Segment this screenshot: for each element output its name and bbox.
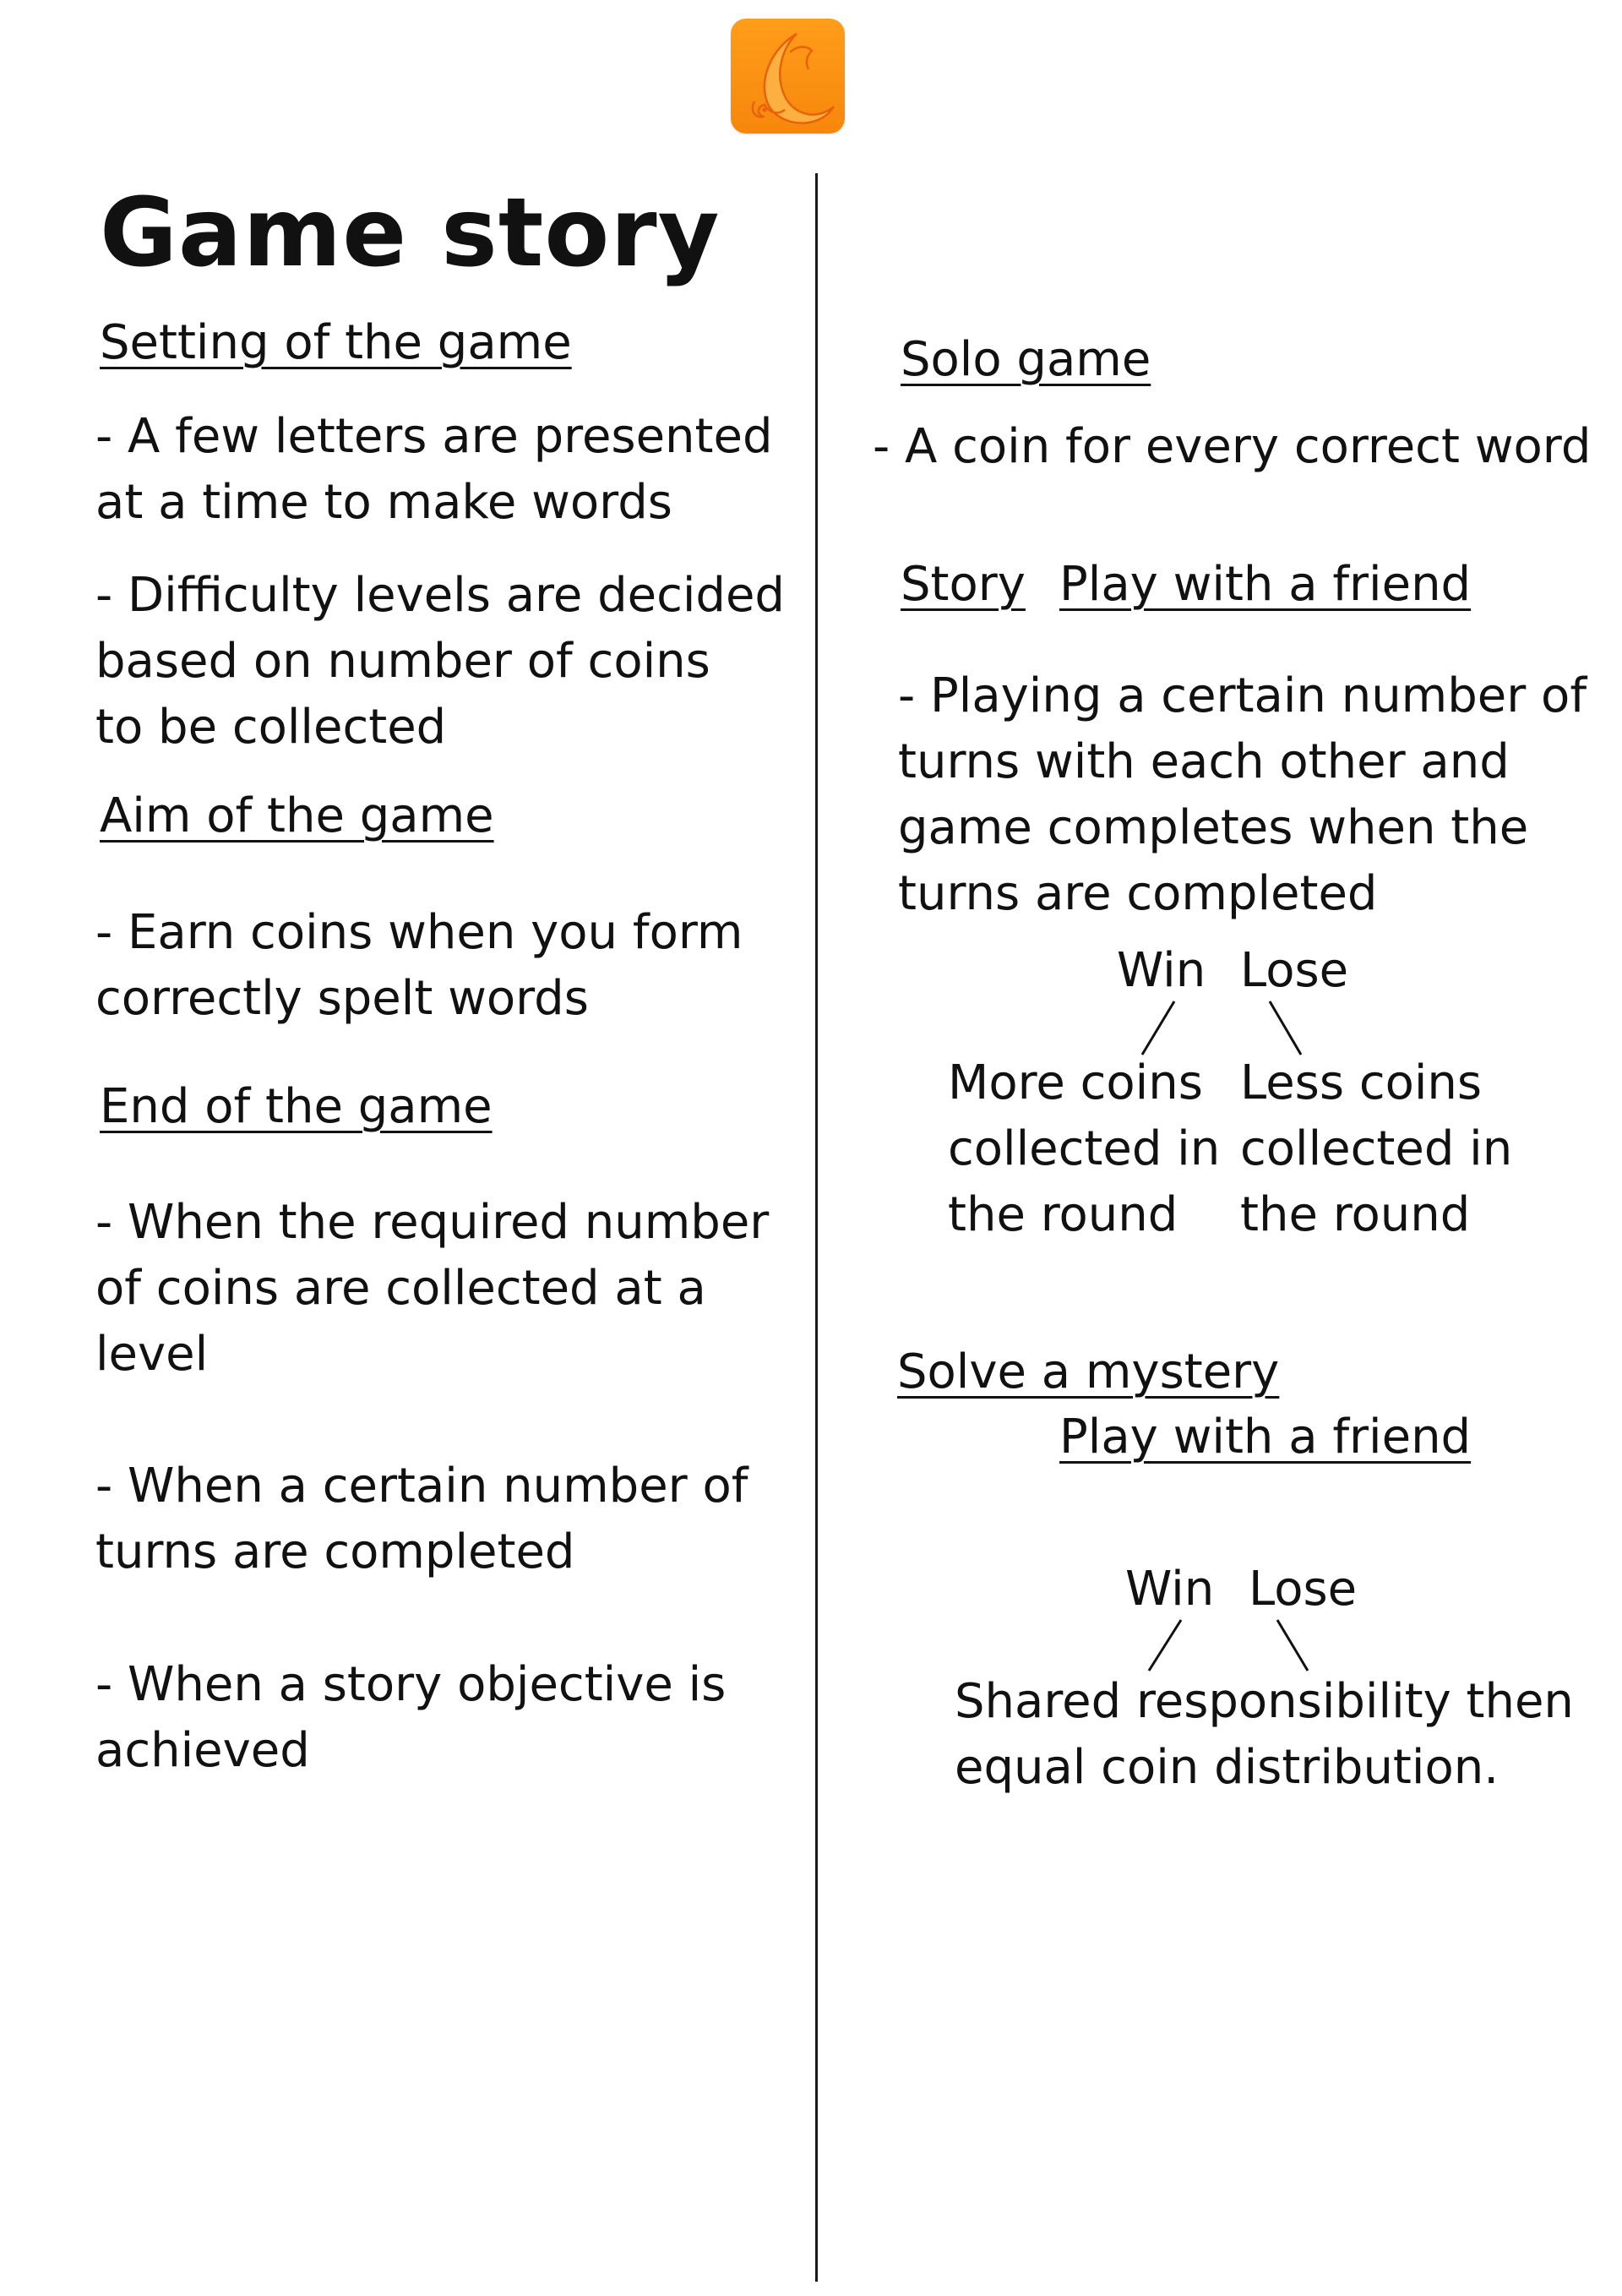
mystery-friend-heading: Play with a friend [1059, 1410, 1472, 1464]
story-heading: Story [901, 557, 1026, 612]
story-lose-result: Less coins collected in the round [1240, 1055, 1513, 1242]
mystery-result: Shared responsibility then equal coin distribution. [955, 1674, 1574, 1795]
story-lose-connector [1270, 1001, 1301, 1055]
story-item: - Playing a certain number of turns with each other and game completes when the turns are completed [898, 668, 1587, 921]
solo-item: - A coin for every correct word [873, 419, 1592, 474]
setting-heading: Setting of the game [100, 315, 572, 370]
mystery-lose-label: Lose [1249, 1562, 1358, 1617]
setting-item-2: - Difficulty levels are decided based on number of coins to be collected [95, 568, 785, 755]
end-item-2: - When a certain number of turns are completed [95, 1459, 748, 1579]
story-friend-heading: Play with a friend [1059, 557, 1472, 612]
aim-heading: Aim of the game [100, 788, 494, 843]
story-win-label: Win [1117, 943, 1206, 998]
mystery-heading: Solve a mystery [897, 1344, 1280, 1399]
page-title: Game story [100, 178, 721, 288]
mystery-lose-connector [1277, 1620, 1308, 1671]
end-item-3: - When a story objective is achieved [95, 1657, 727, 1778]
mystery-win-label: Win [1125, 1562, 1215, 1617]
app-logo [731, 19, 845, 134]
aim-item-1: - Earn coins when you form correctly spelt words [95, 905, 743, 1026]
story-win-connector [1142, 1001, 1174, 1055]
end-item-1: - When the required number of coins are collected at a level [95, 1195, 770, 1382]
column-divider [815, 173, 818, 2282]
solo-heading: Solo game [901, 332, 1151, 387]
mystery-win-connector [1149, 1620, 1181, 1671]
setting-item-1: - A few letters are presented at a time to make words [95, 409, 773, 530]
end-heading: End of the game [100, 1079, 493, 1134]
moon-fox-logo-icon [731, 19, 845, 134]
story-lose-label: Lose [1240, 943, 1349, 998]
story-win-result: More coins collected in the round [948, 1055, 1221, 1242]
